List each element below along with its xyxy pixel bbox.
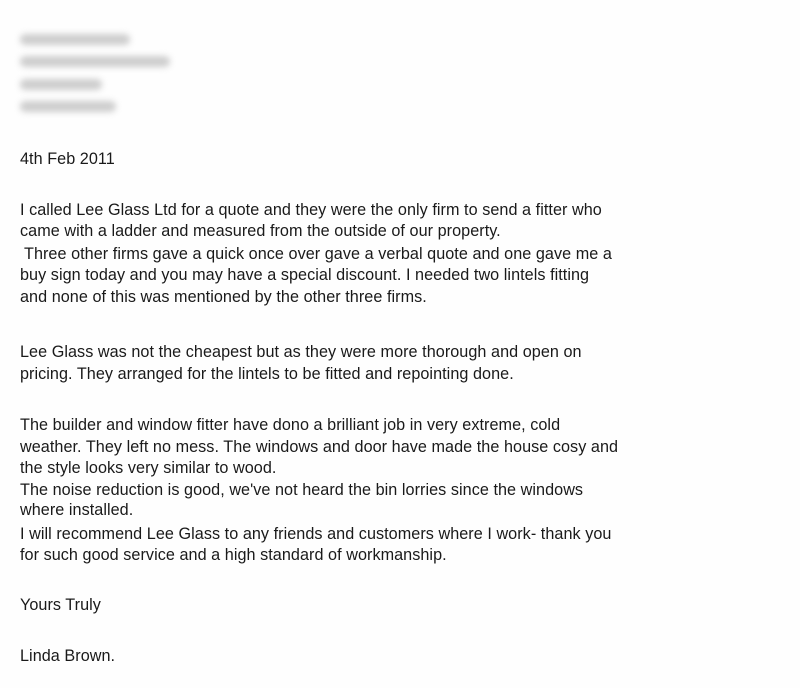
redacted-address-line bbox=[20, 56, 170, 67]
paragraph-1-line: buy sign today and you may have a special discount. I needed two lintels fitting bbox=[20, 266, 590, 284]
paragraph-3-line: the style looks very similar to wood. bbox=[20, 459, 277, 477]
redacted-address-line bbox=[20, 34, 130, 45]
paragraph-3-line: The builder and window fitter have dono a brilliant job in very extreme, cold bbox=[20, 416, 561, 434]
paragraph-2-line: Lee Glass was not the cheapest but as they were more thorough and open on bbox=[20, 343, 582, 361]
redacted-address-block bbox=[20, 28, 240, 128]
paragraph-3-line: The noise reduction is good, we've not heard the bin lorries since the windows bbox=[20, 481, 584, 499]
paragraph-3-line: for such good service and a high standard of workmanship. bbox=[20, 546, 447, 564]
paragraph-1-line: and none of this was mentioned by the other three firms. bbox=[20, 288, 427, 306]
paragraph-3-line: where installed. bbox=[20, 501, 134, 519]
paragraph-2-line: pricing. They arranged for the lintels to be fitted and repointing done. bbox=[20, 365, 514, 383]
paragraph-3-line: weather. They left no mess. The windows and door have made the house cosy and bbox=[20, 438, 619, 456]
paragraph-1-line: came with a ladder and measured from the outside of our property. bbox=[20, 222, 501, 240]
paragraph-1-line: Three other firms gave a quick once over gave a verbal quote and one gave me a bbox=[24, 245, 612, 263]
letter-date: 4th Feb 2011 bbox=[20, 150, 115, 168]
letter-signature: Linda Brown. bbox=[20, 647, 116, 665]
redacted-address-line bbox=[20, 79, 102, 90]
paragraph-3-line: I will recommend Lee Glass to any friends and customers where I work- thank you bbox=[20, 525, 612, 543]
paragraph-1-line: I called Lee Glass Ltd for a quote and they were the only firm to send a fitter who bbox=[20, 201, 602, 219]
redacted-address-line bbox=[20, 101, 116, 112]
letter-closing: Yours Truly bbox=[20, 596, 101, 614]
